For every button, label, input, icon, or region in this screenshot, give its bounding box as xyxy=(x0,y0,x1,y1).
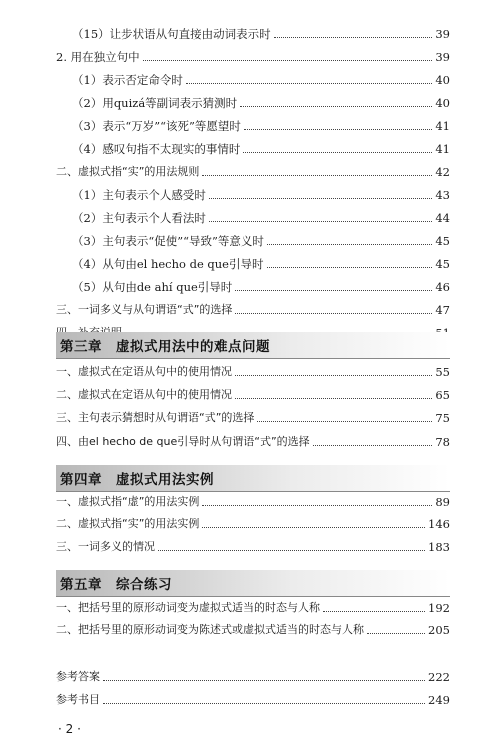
chapter-title: 第三章 虚拟式用法中的难点问题 xyxy=(60,339,270,355)
toc-entry-title: 二、虚拟式指“实”的用法实例 xyxy=(56,517,200,530)
toc-entry-page: 192 xyxy=(428,601,450,615)
chapter-heading-3[interactable] xyxy=(56,332,450,358)
toc-entry-page: 183 xyxy=(428,540,450,554)
toc-entry-title: 一、虚拟式在定语从句中的使用情况 xyxy=(56,365,232,378)
toc-entry-title: （5）从句由de ahí que引导时 xyxy=(72,280,233,294)
toc-entry-page: 45 xyxy=(435,257,450,271)
toc-entry-answers[interactable] xyxy=(56,667,450,685)
toc-entry-page: 39 xyxy=(435,27,450,41)
toc-entry-title: 四、由el hecho de que引导时从句谓语“式”的选择 xyxy=(56,435,310,448)
toc-entry[interactable] xyxy=(72,139,450,157)
chapter-heading-5[interactable] xyxy=(56,570,450,596)
toc-entry-page: 205 xyxy=(428,623,450,637)
toc-entry-title: 2. 用在独立句中 xyxy=(56,50,140,64)
toc-entry-title: （3）表示“万岁”“该死”等愿望时 xyxy=(72,119,241,133)
leader-dots xyxy=(158,550,425,551)
toc-entry-title: （2）主句表示个人看法时 xyxy=(72,211,206,225)
toc-entry-page: 249 xyxy=(428,693,450,707)
toc-entry[interactable] xyxy=(56,47,450,65)
toc-entry-page: 89 xyxy=(435,495,450,509)
toc-entry[interactable] xyxy=(72,116,450,134)
toc-entry-title: 二、把括号里的原形动词变为陈述式或虚拟式适当的时态与人称 xyxy=(56,623,364,636)
toc-entry-title: （1）表示否定命令时 xyxy=(72,73,183,87)
toc-entry[interactable] xyxy=(56,385,450,403)
toc-entry-title: 三、一词多义与从句谓语“式”的选择 xyxy=(56,303,233,316)
leader-dots xyxy=(257,421,432,422)
chapter-divider xyxy=(56,358,450,359)
leader-dots xyxy=(267,244,433,245)
toc-entry[interactable] xyxy=(56,432,450,450)
toc-entry[interactable] xyxy=(56,492,450,510)
toc-entry[interactable] xyxy=(56,408,450,426)
toc-entry-page: 41 xyxy=(435,119,450,133)
leader-dots xyxy=(202,505,432,506)
toc-entry-page: 39 xyxy=(435,50,450,64)
toc-entry-page: 43 xyxy=(435,188,450,202)
leader-dots xyxy=(323,611,425,612)
toc-entry-page: 55 xyxy=(435,365,450,379)
toc-entry[interactable] xyxy=(72,24,450,42)
toc-entry-title: 二、虚拟式在定语从句中的使用情况 xyxy=(56,388,232,401)
toc-entry-page: 146 xyxy=(428,517,450,531)
leader-dots xyxy=(186,83,433,84)
toc-entry[interactable] xyxy=(56,620,450,638)
leader-dots xyxy=(143,60,433,61)
toc-entry-title: （1）主句表示个人感受时 xyxy=(72,188,206,202)
leader-dots xyxy=(235,375,432,376)
page-number: · 2 · xyxy=(58,722,81,736)
toc-entry-title: 一、把括号里的原形动词变为虚拟式适当的时态与人称 xyxy=(56,601,320,614)
leader-dots xyxy=(267,267,433,268)
toc-entry[interactable] xyxy=(72,185,450,203)
toc-entry-title: （15）让步状语从句直接由动词表示时 xyxy=(72,27,271,41)
toc-entry-page: 75 xyxy=(435,411,450,425)
chapter-heading-4[interactable] xyxy=(56,465,450,491)
leader-dots xyxy=(235,398,432,399)
toc-entry[interactable] xyxy=(56,300,450,318)
leader-dots xyxy=(202,527,425,528)
leader-dots xyxy=(235,290,432,291)
leader-dots xyxy=(274,37,433,38)
leader-dots xyxy=(209,198,433,199)
toc-entry[interactable] xyxy=(56,162,450,180)
toc-entry-page: 41 xyxy=(435,142,450,156)
toc-entry-title: （4）从句由el hecho de que引导时 xyxy=(72,257,264,271)
leader-dots xyxy=(244,129,433,130)
leader-dots xyxy=(313,445,433,446)
toc-entry[interactable] xyxy=(72,208,450,226)
chapter-title: 第四章 虚拟式用法实例 xyxy=(60,472,214,488)
leader-dots xyxy=(240,106,432,107)
toc-entry[interactable] xyxy=(72,277,450,295)
toc-entry-title: 一、虚拟式指“虚”的用法实例 xyxy=(56,495,200,508)
toc-entry[interactable] xyxy=(56,598,450,616)
toc-entry-title: （4）感叹句指不太现实的事情时 xyxy=(72,142,241,156)
leader-dots xyxy=(243,152,432,153)
leader-dots xyxy=(103,703,425,704)
leader-dots xyxy=(202,175,432,176)
toc-entry-page: 40 xyxy=(435,96,450,110)
toc-entry-bibliography[interactable] xyxy=(56,690,450,708)
toc-entry[interactable] xyxy=(72,231,450,249)
toc-entry[interactable] xyxy=(56,537,450,555)
toc-entry[interactable] xyxy=(72,254,450,272)
toc-entry-title: 二、虚拟式指“实”的用法规则 xyxy=(56,165,200,178)
toc-entry-title: （3）主句表示“促使”“导致”等意义时 xyxy=(72,234,264,248)
leader-dots xyxy=(103,680,425,681)
toc-entry-title: 参考答案 xyxy=(56,670,100,683)
toc-entry-page: 65 xyxy=(435,388,450,402)
toc-entry-page: 44 xyxy=(435,211,450,225)
leader-dots xyxy=(209,221,433,222)
toc-entry-title: 三、主句表示猜想时从句谓语“式”的选择 xyxy=(56,411,255,424)
toc-entry-title: 三、一词多义的情况 xyxy=(56,540,155,553)
toc-entry-page: 78 xyxy=(435,435,450,449)
leader-dots xyxy=(235,313,432,314)
toc-entry-page: 42 xyxy=(435,165,450,179)
toc-entry-page: 222 xyxy=(428,670,450,684)
toc-entry[interactable] xyxy=(72,70,450,88)
chapter-title: 第五章 综合练习 xyxy=(60,577,172,593)
toc-entry-page: 46 xyxy=(435,280,450,294)
toc-entry-title: （2）用quizá等副词表示猜测时 xyxy=(72,96,238,110)
toc-entry-page: 45 xyxy=(435,234,450,248)
chapter-divider xyxy=(56,596,450,597)
toc-entry[interactable] xyxy=(56,362,450,380)
toc-entry-page: 47 xyxy=(435,303,450,317)
toc-entry[interactable] xyxy=(72,93,450,111)
leader-dots xyxy=(367,633,425,634)
toc-entry-title: 参考书目 xyxy=(56,693,100,706)
toc-entry-page: 40 xyxy=(435,73,450,87)
toc-entry[interactable] xyxy=(56,514,450,532)
